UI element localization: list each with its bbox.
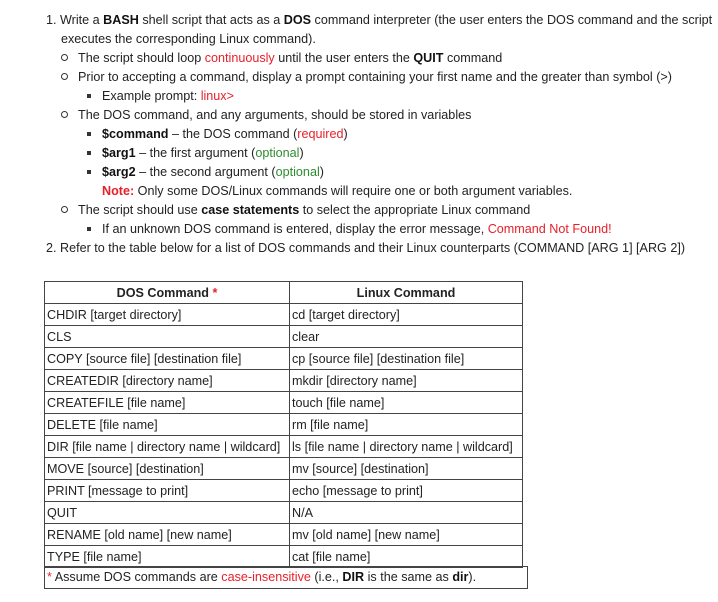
linux-command-cell: cd [target directory] (290, 304, 523, 326)
square-bullet-icon (87, 170, 91, 174)
linux-command-cell: rm [file name] (290, 414, 523, 436)
square-bullet-icon (87, 94, 91, 98)
linux-command-cell: mv [old name] [new name] (290, 524, 523, 546)
dos-command-cell: DELETE [file name] (45, 414, 290, 436)
dos-command-cell: PRINT [message to print] (45, 480, 290, 502)
square-bullet-icon (87, 227, 91, 231)
linux-command-cell: N/A (290, 502, 523, 524)
loop-bullet: The script should loop continuously until the user enters the QUIT command (61, 50, 502, 66)
linux-command-cell: ls [file name | directory name | wildcard] (290, 436, 523, 458)
dos-command-cell: TYPE [file name] (45, 546, 290, 568)
table-row (45, 502, 523, 524)
table-row (45, 370, 523, 392)
circle-bullet-icon (61, 111, 68, 118)
var-command-bullet: $command – the DOS command (required) (87, 126, 348, 142)
table-body (45, 304, 523, 568)
dos-command-cell: DIR [file name | directory name | wildcard] (45, 436, 290, 458)
command-table (44, 281, 523, 568)
dos-command-cell: CHDIR [target directory] (45, 304, 290, 326)
table-header-row (45, 282, 523, 304)
example-prompt-bullet: Example prompt: linux> (87, 88, 234, 104)
item-2-line: 2. Refer to the table below for a list of DOS commands and their Linux counterparts (COMMAND [ARG 1] [ARG 2]) (46, 241, 686, 255)
dos-command-cell: RENAME [old name] [new name] (45, 524, 290, 546)
square-bullet-icon (87, 151, 91, 155)
item-1-number: 1. (46, 13, 57, 27)
dos-command-cell: CREATEFILE [file name] (45, 392, 290, 414)
linux-command-cell: cp [source file] [destination file] (290, 348, 523, 370)
table-footnote: * Assume DOS commands are case-insensitive (i.e., DIR is the same as dir). (44, 566, 528, 589)
table-row (45, 480, 523, 502)
circle-bullet-icon (61, 54, 68, 61)
square-bullet-icon (87, 132, 91, 136)
circle-bullet-icon (61, 206, 68, 213)
table-row (45, 348, 523, 370)
linux-command-cell: touch [file name] (290, 392, 523, 414)
dos-command-header: DOS Command * (45, 282, 290, 304)
linux-command-cell: echo [message to print] (290, 480, 523, 502)
variables-bullet: The DOS command, and any arguments, should be stored in variables (61, 107, 471, 123)
table-row (45, 414, 523, 436)
table-row (45, 326, 523, 348)
unknown-command-bullet: If an unknown DOS command is entered, display the error message, Command Not Found! (87, 221, 612, 237)
item-1-line: 1. Write a BASH shell script that acts as a DOS command interpreter (the user enters the DOS command and the script (46, 13, 713, 27)
dos-command-cell: COPY [source file] [destination file] (45, 348, 290, 370)
dos-keyword: DOS (283, 13, 312, 27)
linux-command-cell: mv [source] [destination] (290, 458, 523, 480)
dos-command-cell: QUIT (45, 502, 290, 524)
prompt-bullet: Prior to accepting a command, display a prompt containing your first name and the greater than symbol (>) (61, 69, 672, 85)
circle-bullet-icon (61, 73, 68, 80)
note-line: Note: Only some DOS/Linux commands will require one or both argument variables. (102, 184, 573, 198)
table-row (45, 304, 523, 326)
item-1-continuation: executes the corresponding Linux command). (61, 32, 316, 46)
table-row (45, 458, 523, 480)
var-arg2-bullet: $arg2 – the second argument (optional) (87, 164, 324, 180)
linux-command-cell: clear (290, 326, 523, 348)
dos-command-cell: CREATEDIR [directory name] (45, 370, 290, 392)
linux-command-cell: cat [file name] (290, 546, 523, 568)
table-row (45, 546, 523, 568)
case-bullet: The script should use case statements to select the appropriate Linux command (61, 202, 530, 218)
dos-command-cell: MOVE [source] [destination] (45, 458, 290, 480)
table-row (45, 392, 523, 414)
bash-keyword: BASH (103, 13, 139, 27)
table-row (45, 436, 523, 458)
var-arg1-bullet: $arg1 – the first argument (optional) (87, 145, 304, 161)
dos-command-cell: CLS (45, 326, 290, 348)
linux-command-cell: mkdir [directory name] (290, 370, 523, 392)
table-row (45, 524, 523, 546)
item-2-number: 2. (46, 241, 57, 255)
linux-command-header: Linux Command (290, 282, 523, 304)
